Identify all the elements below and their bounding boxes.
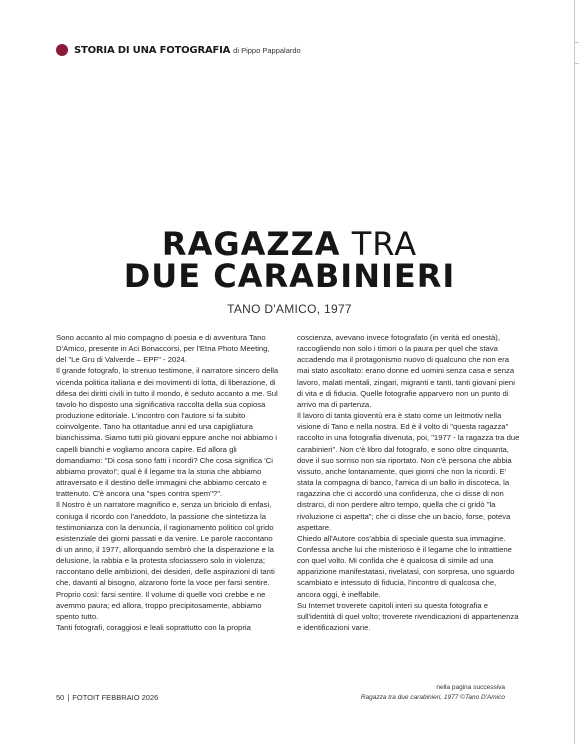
footer-separator: | (67, 693, 70, 702)
page-edge-line (574, 0, 579, 744)
magazine-issue: FOTOIT FEBBRAIO 2026 (72, 693, 159, 702)
photo-credit (361, 683, 505, 703)
text-column-right (297, 332, 521, 633)
paragraph: Il grande fotografo, lo strenuo testimone, il narratore sincero della vicenda politica italiana e dei movimenti di lotta, di liberazione, di difesa dei diritti civili in tutto il mondo, è seduto accanto a me. Sul tavolo ho disposto una significativa raccolta della sua copiosa produzione editoriale. L'incontro con l'autore si fa subito coinvolgente. Tano ha ottantadue anni ed una capigliatura bianchissima. Siamo tutti più giovani eppure anche noi abbiamo i capelli bianchi e vogliamo ancora capire. Ed allora gli domandiamo: "Di cosa sono fatti i ricordi? Che cosa significa 'Ci abbiamo provato!'; qual è il legame tra la storia che abbiamo attraversato e il destino delle immagini che abbiamo cercato e trattenuto. C'è ancora una "spes contra spem"?". (56, 366, 279, 499)
title-light-word: TRA (351, 225, 418, 263)
article-title-line2: DUE CARABINIERI (123, 257, 456, 295)
section-title: STORIA DI UNA FOTOGRAFIA (74, 44, 231, 56)
paragraph: Il Nostro è un narratore magnifico e, senza un briciolo di enfasi, coniuga il ricordo con l'aneddoto, la passione che sintetizza la testimonianza con la denuncia, il ragionamento politico col grido esistenziale dei giorni passati e da venire. Le parole raccontano di un anno, il 1977, allorquando sembrò che la disperazione e la delusione, la rabbia e la protesta sfociassero solo in violenza; raccontano delle ambizioni, dei desideri, delle aspirazioni di tanti che, davanti al bisogno, alzarono forte la voce per farsi sentire. Proprio così: farsi sentire. Il volume di quelle voci crebbe e ne avemmo paura; ed allora, troppo precipitosamente, abbiamo spento tutto. (56, 500, 275, 621)
article-subtitle: TANO D'AMICO, 1977 (227, 302, 352, 316)
page-footer (56, 693, 158, 702)
section-dot-icon (56, 44, 68, 56)
paragraph: Il lavoro di tanta gioventù era è stato come un leitmotiv nella visione di Tano e nella nostra. Ed è il volto di "questa ragazza" raccolto in una fotografia divenuta, poi, "1977 - la ragazza tra due carabinieri". Non c'è libro dal fotografo, e sono oltre cinquanta, dove il suo sorriso non sia riportato. Non c'è persona che abbia vissuto, anche lontanamente, quei giorni che non la ricordi. E' stata la compagna di banco, l'amica di un ballo in discoteca, la ragazzina che ci accordò una confidenza, che ci disse di non distrarci, di non perdere altro tempo, quella che ci gridò "la rivoluzione ci aspetta"; che ci disse che un bacio, forse, poteva aspettare. (297, 411, 520, 532)
next-page-label: nella pagina successiva (436, 684, 505, 691)
text-column-left (56, 332, 280, 633)
paragraph: Chiedo all'Autore cos'abbia di speciale questa sua immagine. Confessa anche lui che misterioso è il legame che lo intrattiene con quel volto. Mi confida che è qualcosa di simile ad una apparizione manifestatasi, rivelatasi, con sorpresa, uno sguardo scambiato e intessuto di fiducia, l'incontro di qualcosa che, ancora oggi, è ineffabile. (297, 533, 515, 599)
paragraph: Sono accanto al mio compagno di poesia e di avventura Tano D'Amico, presente in Aci Bonaccorsi, per l'Etna Photo Meeting, del "Le Gru di Valverde – EPF" - 2024. (56, 333, 270, 365)
section-author: di Pippo Pappalardo (233, 45, 301, 55)
paragraph: coscienza, avevano invece fotografato (in verità ed onestà), raccogliendo non solo i timori o la paura per quel che stava accadendo ma il protagonismo nuovo di qualcuno che non era mai stato ascoltato: erano donne ed uomini senza casa e senza lavoro, malati mentali, zingari, migranti e tanti, tanti giovani pieni di vita e di fiducia. Quelle fotografie apparvero non un punto di arrivo ma di partenza. (297, 333, 515, 409)
title-bold-word: RAGAZZA (161, 225, 341, 263)
page-edge-tick (575, 63, 579, 64)
section-header (56, 44, 301, 56)
page-number: 50 (56, 693, 65, 702)
photo-caption: Ragazza tra due carabinieri, 1977 ©Tano D'Amico (360, 694, 505, 701)
page-edge-tick (575, 42, 579, 43)
paragraph: Tanti fotografi, coraggiosi e leali soprattutto con la propria (56, 623, 251, 633)
paragraph: Su Internet troverete capitoli interi su questa fotografia e sull'identità di quel volto; troverete rivendicazioni di appartenenza e identificazioni varie. (297, 600, 519, 633)
